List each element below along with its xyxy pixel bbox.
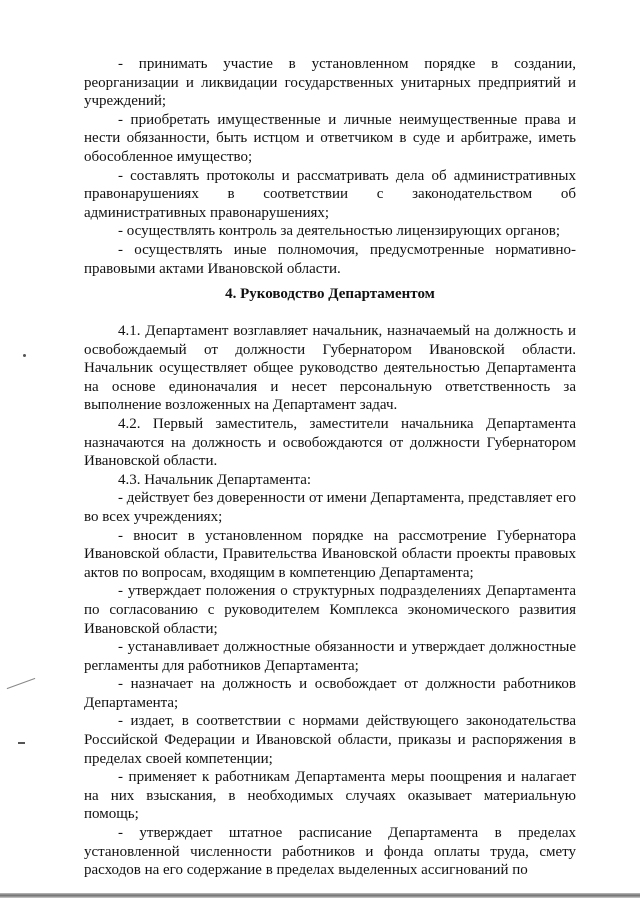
scan-hook-mark — [7, 678, 36, 689]
powers-list — [84, 55, 576, 278]
list-item: - утверждает штатное расписание Департамента в пределах установленной численности работников и фонда оплаты труда, смету расходов на его содержание в пределах выделенных ассигнований по — [84, 825, 576, 879]
list-item: - осуществлять иные полномочия, предусмотренные нормативно-правовыми актами Ивановской области. — [84, 241, 576, 277]
scan-dot-mark — [23, 354, 26, 357]
list-item: - издает, в соответствии с нормами действующего законодательства Российской Федерации и Ивановской области, приказы и распоряжения в пределах своей компетенции; — [84, 713, 576, 767]
paragraph-4-2: 4.2. Первый заместитель, заместители начальника Департамента назначаются на должность и освобождаются от должности Губернатором Ивановской области. — [84, 415, 576, 470]
list-item: - осуществлять контроль за деятельностью лицензирующих органов; — [118, 223, 561, 240]
list-item: - утверждает положения о структурных подразделениях Департамента по согласованию с руководителем Комплекса экономического развития Ивановской области; — [84, 583, 576, 637]
list-item: - применяет к работникам Департамента меры поощрения и налагает на них взыскания, в необходимых случаях оказывает материальную помощь; — [84, 769, 576, 823]
list-item: - приобретать имущественные и личные неимущественные права и нести обязанности, быть истцом и ответчиком в суде и арбитраже, иметь обособленное имущество; — [84, 111, 576, 165]
scan-edge-band — [0, 893, 640, 898]
list-item: - действует без доверенности от имени Департамента, представляет его во всех учреждениях; — [84, 490, 576, 525]
paragraph-4-3: 4.3. Начальник Департамента: — [118, 471, 312, 488]
list-item: - устанавливает должностные обязанности и утверждает должностные регламенты для работников Департамента; — [84, 639, 576, 674]
list-item: - вносит в установленном порядке на рассмотрение Губернатора Ивановской области, Правительства Ивановской области проекты правовых актов по вопросам, входящим в компетенцию Департамента; — [84, 527, 576, 581]
list-item: - принимать участие в установленном порядке в создании, реорганизации и ликвидации государственных унитарных предприятий и учреждений; — [84, 56, 576, 110]
scan-dash-mark — [18, 742, 25, 744]
section-heading: 4. Руководство Департаментом — [225, 286, 435, 302]
list-item: - назначает на должность и освобождает от должности работников Департамента; — [84, 676, 576, 711]
list-item: - составлять протоколы и рассматривать дела об административных правонарушениях в соответствии с законодательством об административных правонарушениях; — [84, 167, 576, 221]
section-body — [84, 322, 576, 880]
paragraph-4-1: 4.1. Департамент возглавляет начальник, назначаемый на должность и освобождаемый от должности Губернатором Ивановской области. Начальник осуществляет общее руководство деятельностью Департамента на основе единоначалия и несет персональную ответственность за выполнение возложенных на Департамент задач. — [84, 323, 576, 414]
